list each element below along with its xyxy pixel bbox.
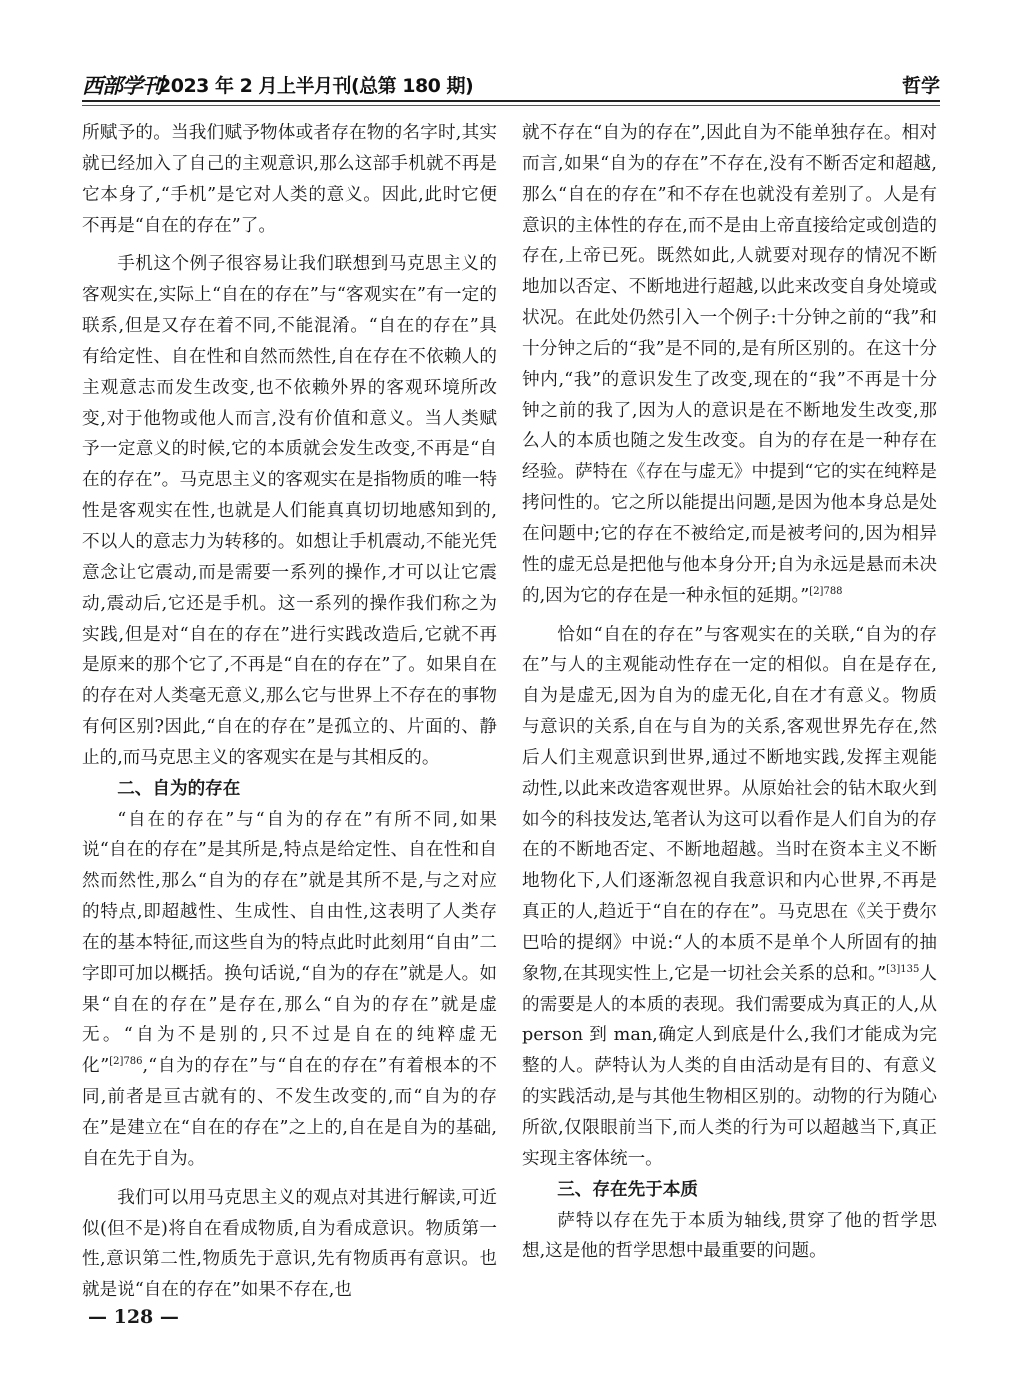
paragraph-text: 恰如“自在的存在”与客观实在的关联,“自为的存在”与人的主观能动性存在一定的相似。自在是存在,自为是虚无,因为自为的虚无化,自在才有意义。物质与意识的关系,自在与自为的关系,客观世界先存在,然后人们主观意识到世界,通过不断地实践,发挥主观能动性,以此来改造客观世界。从原始社会的钻木取火到如今的科技发达,笔者认为这可以看作是人们自为的存在的不断地否定、不断地超越。当时在资本主义不断地物化下,人们逐渐忽视自我意识和内心世界,不再是真正的人,趋近于“自在的存在”。马克思在《关于费尔巴哈的提纲》中说:“人的本质不是单个人所固有的抽象物,在其现实性上,它是一切社会关系的总和。” [522, 624, 937, 984]
citation: [2]786 [109, 1056, 143, 1068]
citation: [3]135 [886, 963, 920, 975]
paragraph: 我们可以用马克思主义的观点对其进行解读,可近似(但不是)将自在看成物质,自为看成意识。物质第一性,意识第二性,物质先于意识,先有物质再有意识。也就是说“自在的存在”如果不存在,也 [82, 1187, 497, 1301]
paragraph [82, 805, 497, 1175]
right-column [522, 118, 937, 1267]
section-heading: 二、自为的存在 [117, 778, 241, 799]
running-header [82, 68, 940, 98]
paragraph [522, 118, 937, 612]
left-column [82, 118, 497, 1306]
paragraph: 萨特以存在先于本质为轴线,贯穿了他的哲学思想,这是他的哲学思想中最重要的问题。 [522, 1210, 937, 1262]
paragraph-text: 就不存在“自为的存在”,因此自为不能单独存在。相对而言,如果“自为的存在”不存在,没有不断否定和超越,那么“自在的存在”和不存在也就没有差别了。人是有意识的主体性的存在,而不是由上帝直接给定或创造的存在,上帝已死。既然如此,人就要对现存的情况不断地加以否定、不断地进行超越,以此来改变自身处境或状况。在此处仍然引入一个例子:十分钟之前的“我”和十分钟之后的“我”是不同的,是有所区别的。在这十分钟内,“我”的意识发生了改变,现在的“我”不再是十分钟之前的我了,因为人的意识是在不断地发生改变,那么人的本质也随之发生改变。自为的存在是一种存在经验。萨特在《存在与虚无》中提到“它的实在纯粹是拷问性的。它之所以能提出问题,是因为他本身总是处在问题中;它的存在不被给定,而是被考问的,因为相异性的虚无总是把他与他本身分开;自为永远是悬而未决的,因为它的存在是一种永恒的延期。” [522, 123, 937, 606]
paragraph-text: ,“自为的存在”与“自在的存在”有着根本的不同,前者是亘古就有的、不发生改变的,而“自为的存在”是建立在“自在的存在”之上的,自在是自为的基础,自在先于自为。 [82, 1056, 497, 1169]
page-number: — 128 — [88, 1306, 179, 1328]
issue-info: 2023 年 2 月上半月刊(总第 180 期) [158, 75, 474, 97]
paragraph: 所赋予的。当我们赋予物体或者存在物的名字时,其实就已经加入了自己的主观意识,那么这部手机就不再是它本身了,“手机”是它对人类的意义。因此,此时它便不再是“自在的存在”了。 [82, 123, 497, 236]
paragraph: 手机这个例子很容易让我们联想到马克思主义的客观实在,实际上“自在的存在”与“客观实在”有一定的联系,但是又存在着不同,不能混淆。“自在的存在”具有给定性、自在性和自然而然性,自在存在不依赖人的主观意志而发生改变,也不依赖外界的客观环境所改变,对于他物或他人而言,没有价值和意义。当人类赋予一定意义的时候,它的本质就会发生改变,不再是“自在的存在”。马克思主义的客观实在是指物质的唯一特性是客观实在性,也就是人们能真真切切地感知到的,不以人的意志力为转移的。如想让手机震动,不能光凭意念让它震动,而是需要一系列的操作,才可以让它震动,震动后,它还是手机。这一系列的操作我们称之为实践,但是对“自在的存在”进行实践改造后,它就不再是原来的那个它了,不再是“自在的存在”了。如果自在的存在对人类毫无意义,那么它与世界上不存在的事物有何区别?因此,“自在的存在”是孤立的、片面的、静止的,而马克思主义的客观实在是与其相反的。 [82, 254, 497, 768]
header-rule-thin [82, 105, 940, 106]
section-name: 哲学 [901, 75, 940, 97]
citation: [2]788 [809, 585, 843, 597]
paragraph [522, 620, 937, 1175]
paragraph-text: 人的需要是人的本质的表现。我们需要成为真正的人,从 person 到 man,确定人到底是什么,我们才能成为完整的人。萨特认为人类的自由活动是有目的、有意义的实践活动,是与其他生物相区别的。动物的行为随心所欲,仅限眼前当下,而人类的行为可以超越当下,真正实现主客体统一。 [522, 963, 937, 1169]
header-rule-thick [82, 100, 940, 102]
paragraph-text: “自在的存在”与“自为的存在”有所不同,如果说“自在的存在”是其所是,特点是给定性、自在性和自然而然性,那么“自为的存在”就是其所不是,与之对应的特点,即超越性、生成性、自由性,这表明了人类存在的基本特征,而这些自为的特点此时此刻用“自由”二字即可加以概括。换句话说,“自为的存在”就是人。如果“自在的存在”是存在,那么“自为的存在”就是虚无。“自为不是别的,只不过是自在的纯粹虚无化” [82, 809, 497, 1077]
journal-logo: 西部学刊 [82, 73, 162, 98]
section-heading: 三、存在先于本质 [557, 1179, 698, 1200]
